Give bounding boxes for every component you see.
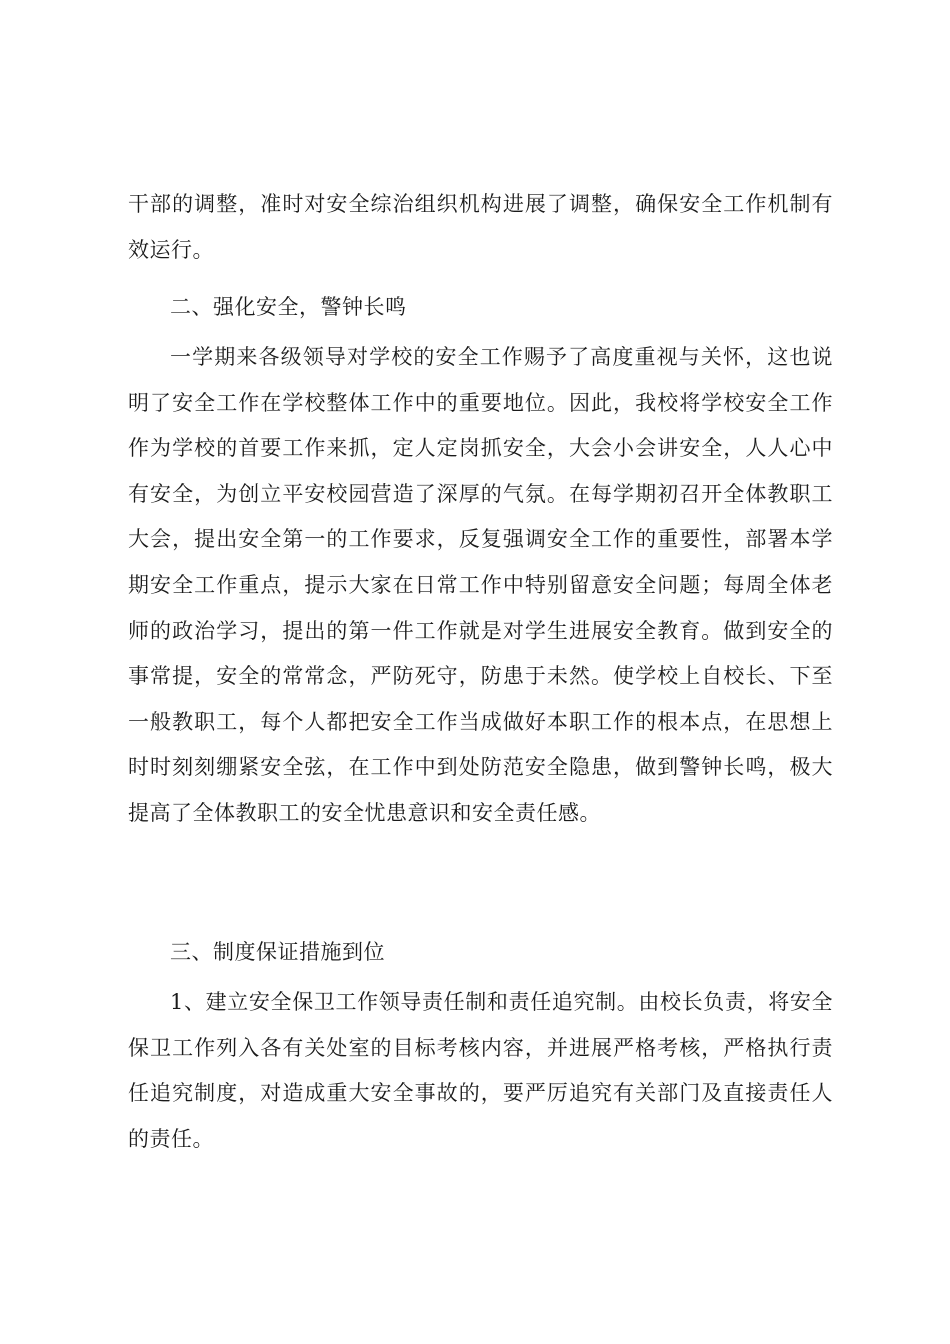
section-heading-3: 三、制度保证措施到位	[170, 940, 385, 964]
paragraph-responsibility-system: 1、建立安全保卫工作领导责任制和责任追究制。由校长负责，将安全保卫工作列入各有关处室的目标考核内容，并进展严格考核，严格执行责任追究制度，对造成重大安全事故的，要严厉追究有关部门及直接责任人的责任。	[128, 990, 833, 1151]
section-heading-2: 二、强化安全，警钟长鸣	[170, 295, 407, 319]
paragraph-safety-awareness: 一学期来各级领导对学校的安全工作赐予了高度重视与关怀，这也说明了安全工作在学校整体工作中的重要地位。因此，我校将学校安全工作作为学校的首要工作来抓，定人定岗抓安全，大会小会讲安全，人人心中有安全，为创立平安校园营造了深厚的气氛。在每学期初召开全体教职工大会，提出安全第一的工作要求，反复强调安全工作的重要性，部署本学期安全工作重点，提示大家在日常工作中特别留意安全问题；每周全体老师的政治学习，提出的第一件工作就是对学生进展安全教育。做到安全的事常提，安全的常常念，严防死守，防患于未然。使学校上自校长、下至一般教职工，每个人都把安全工作当成做好本职工作的根本点，在思想上时时刻刻绷紧安全弦，在工作中到处防范安全隐患，做到警钟长鸣，极大提高了全体教职工的安全忧患意识和安全责任感。	[128, 345, 833, 825]
paragraph-continuation: 干部的调整，准时对安全综治组织机构进展了调整，确保安全工作机制有效运行。	[128, 192, 833, 262]
